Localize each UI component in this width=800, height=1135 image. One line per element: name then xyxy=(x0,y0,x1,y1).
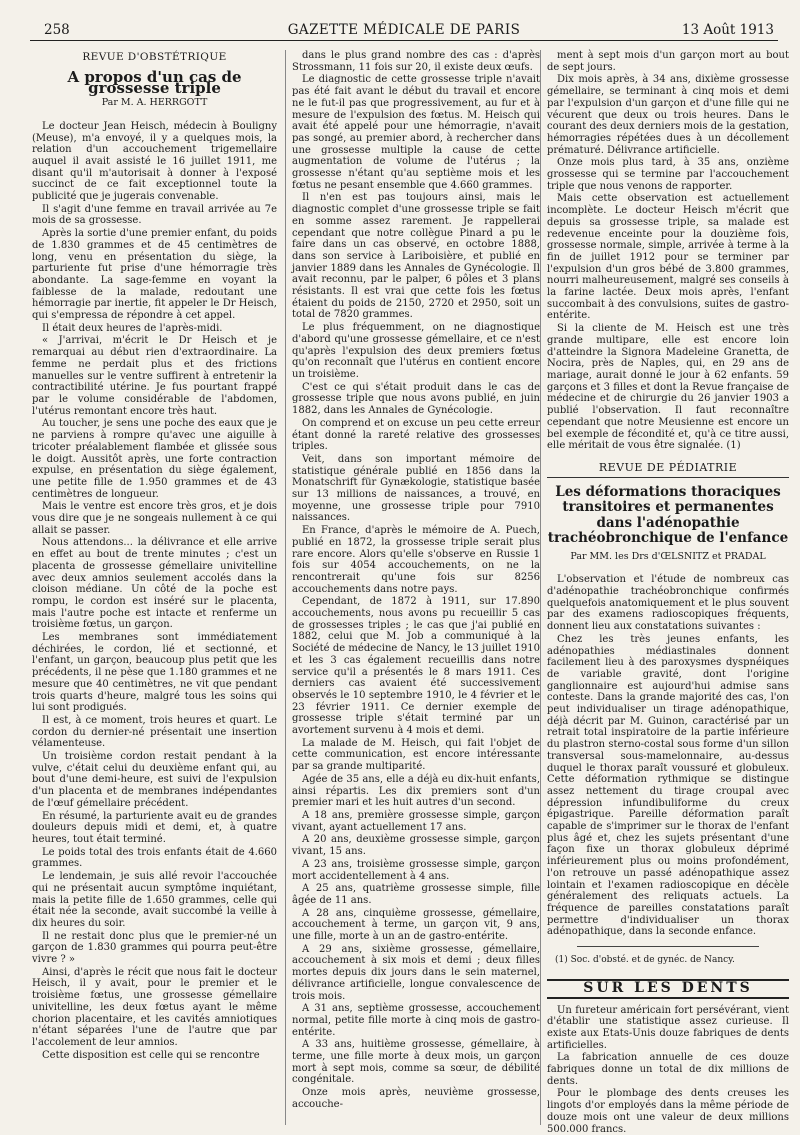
paragraph: Mais le ventre est encore très gros, et je dois vous dire que je ne songeais nullement à ce qui allait se passer. xyxy=(32,501,277,536)
paragraph: Onze mois après, neuvième grossesse, accouche- xyxy=(292,1087,540,1110)
paragraph: A 29 ans, sixième grossesse, gémellaire, accouchement à six mois et demi ; deux filles mortes depuis dix jours dans le sein maternel, délivrance artificielle, longue convalescence de trois mois. xyxy=(292,943,540,1002)
issue-date: 13 Août 1913 xyxy=(681,22,774,38)
paragraph: Chez les très jeunes enfants, les adénopathies médiastinales donnent facilement lieu à des paroxysmes dyspnéiques de variable gravité, dont l'origine ganglionnaire est aujourd'hui admise sans conteste. Dans la grande majorité des cas, l'on peut individualiser un tirage adénopathique, déjà décrit par M. Guinon, caractérisé par un retrait total inspiratoire de la partie inférieure du plastron sterno-costal sous forme d'un sillon transversal sous-mamelonnaire, au-dessus duquel le thorax paraît voussuré et globuleux. Cette déformation rythmique se distingue assez nettement du tirage croupal avec dépression infundibuliforme du creux épigastrique. Pareille déformation paraît capable de s'imprimer sur le thorax de l'enfant plus âgé et, chez les sujets présentant d'une façon fixe un thorax globuleux déprimé inférieurement plus ou moins profondément, l'on retrouve un passé adénopathique assez lointain et l'examen radioscopique en décèle généralement des reliquats actuels. La fréquence de pareilles constatations paraît permettre d'individualiser un thorax adénopathique, dans la seconde enfance. xyxy=(547,633,789,938)
dents-body xyxy=(547,1005,789,1135)
paragraph: Il est, à ce moment, trois heures et quart. Le cordon du dernier-né présentait une insertion vélamenteuse. xyxy=(32,714,277,750)
paragraph: Ainsi, d'après le récit que nous fait le docteur Heisch, il y avait, pour le premier et le troisième fœtus, une grossesse gémellaire univitelline, les deux fœtus ayant le même chorion placentaire, et les cavités amniotiques n'étant séparées l'une de l'autre que par l'accolement de leur amnios. xyxy=(32,966,277,1048)
article-body xyxy=(32,121,277,1062)
paragraph: Cependant, de 1872 à 1911, sur 17.890 accouchements, nous avons pu recueillir 5 cas de grossesses triples ; le cas que j'ai publié en 1882, celui que M. Job a communiqué à la Société de médecine de Nancy, le 13 juillet 1910 et les 3 cas également recueillis dans notre service qu'il a présentés le 8 mars 1911. Ces derniers cas avaient été successivement observés le 10 septembre 1910, le 4 février et le 23 février 1911. Ce dernier exemple de grossesse triple s'était terminé par un avortement survenu à 4 mois et demi. xyxy=(292,596,540,737)
paragraph: A 33 ans, huitième grossesse, gémellaire, à terme, une fille morte à deux mois, un garçon mort à sept mois, comme sa sœur, de débilité congénitale. xyxy=(292,1039,540,1086)
page-header xyxy=(30,18,778,41)
paragraph: Le poids total des trois enfants était de 4.660 grammes. xyxy=(32,846,277,870)
paragraph: « J'arrivai, m'écrit le Dr Heisch et je remarquai au début rien d'extraordinaire. La femme ne perdait plus et des frictions manuelles sur le ventre suffirent à entretenir la contractibilité utérine. Je fus pourtant frappé par le volume considérable de l'abdomen, l'utérus remontant encore très haut. xyxy=(32,335,277,417)
paragraph: Le lendemain, je suis allé revoir l'accouchée qui ne présentait aucun symptôme inquiétant, mais la petite fille de 1.650 grammes, celle qui était née la seconde, avait succombé la veille à dix heures du soir. xyxy=(32,871,277,929)
paragraph: La fabrication annuelle de ces douze fabriques donne un total de dix millions de dents. xyxy=(547,1052,789,1087)
paragraph: Si la cliente de M. Heisch est une très grande multipare, elle est encore loin d'atteindre la Signora Madeleine Granetta, de Nocira, près de Naples, qui, en 29 ans de mariage, aurait donné le jour à 62 enfants. 59 garçons et 3 filles et dont la Revue française de médecine et de chirurgie du 26 janvier 1903 a publié l'observation. Il faut reconnaître cependant que notre Meusienne est encore un bel exemple de fécondité et, qu'à ce titre aussi, elle méritait de vous être signalée. (1) xyxy=(547,323,789,452)
paragraph: Agée de 35 ans, elle a déjà eu dix-huit enfants, ainsi répartis. Les dix premiers sont d'un premier mari et les huit autres d'un second. xyxy=(292,773,540,809)
column-2 xyxy=(285,50,540,1125)
paragraph: Un fureteur américain fort persévérant, vient d'établir une statistique assez curieuse. Il existe aux Etats-Unis douze fabriques de dents artificielles. xyxy=(547,1004,789,1051)
paragraph: Il était deux heures de l'après-midi. xyxy=(42,322,223,334)
paragraph: En résumé, la parturiente avait eu de grandes douleurs depuis midi et demi, et, à quatre heures, tout était terminé. xyxy=(32,810,277,845)
article-body-continued xyxy=(292,50,540,1111)
paragraph: Onze mois plus tard, à 35 ans, onzième grossesse qui se termine par l'accouchement triple que nous venons de rapporter. xyxy=(547,157,789,192)
paragraph: Les membranes sont immédiatement déchirées, le cordon, lié et sectionné, et l'enfant, un garçon, beaucoup plus petit que les précédents, il ne pèse que 1.180 grammes et ne mesure que 40 centimètres, ne vit que pendant trois quarts d'heure, malgré tous les soins qui lui sont prodigués. xyxy=(32,632,277,714)
pediatrie-body xyxy=(547,574,789,938)
footnote-rule xyxy=(577,946,759,947)
paragraph: A 20 ans, deuxième grossesse simple, garçon vivant, 15 ans. xyxy=(292,834,540,858)
section-heading-obstetrique: REVUE D'OBSTÉTRIQUE xyxy=(82,51,227,63)
paragraph: A 25 ans, quatrième grossesse simple, fille âgée de 11 ans. xyxy=(292,883,540,906)
paragraph: Cette disposition est celle qui se rencontre xyxy=(42,1049,260,1061)
paragraph: Un troisième cordon restait pendant à la vulve, c'était celui du deuxième enfant qui, au bout d'une demi-heure, est suivi de l'expulsion d'un placenta et de membranes indépendantes de l'œuf gémellaire précédent. xyxy=(32,751,277,809)
paragraph: Au toucher, je sens une poche des eaux que je ne parviens à rompre qu'avec une aiguille à tricoter préalablement flambée et glissée sous le doigt. Aussitôt après, une forte contraction expulse, en présentation du siège également, une petite fille de 1.950 grammes et de 43 centimètres de longueur. xyxy=(32,418,277,500)
paragraph: A 23 ans, troisième grossesse simple, garçon mort accidentellement à 4 ans. xyxy=(292,858,540,882)
paragraph: Il n'en est pas toujours ainsi, mais le diagnostic complet d'une grossesse triple se fait en somme assez rarement. Je rappellerai cependant que notre collègue Pinard a pu le faire dans un cas observé, en octobre 1888, dans son service à Lariboisière, et publié en janvier 1889 dans les Annales de Gynécologie. Il avait reconnu, par le palper, 6 pôles et 3 plans résistants. Il est vrai que cette fois les fœtus étaient du poids de 2150, 2720 et 2950, soit un total de 7820 grammes. xyxy=(292,192,540,321)
paragraph: ment à sept mois d'un garçon mort au bout de sept jours. xyxy=(547,50,789,73)
journal-title: GAZETTE MÉDICALE DE PARIS xyxy=(287,22,521,38)
paragraph: Mais cette observation est actuellement incomplète. Le docteur Heisch m'écrit que depuis sa grossesse triple, sa malade est redevenue enceinte pour la douzième fois, grossesse normale, simple, arrivée à terme à la fin de juillet 1912 pour se terminer par l'expulsion d'un gros bébé de 3.800 grammes, nourri malheureusement, malgré ses conseils à la farine lactée. Deux mois après, l'enfant succombait à des convulsions, suites de gastro-entérite. xyxy=(547,193,789,322)
paragraph: En France, d'après le mémoire de A. Puech, publié en 1872, la grossesse triple serait plus rare encore. Alors qu'elle s'observe en Russie 1 fois sur 4054 accouchements, on ne la rencontrerait qu'une fois sur 8256 accouchements dans notre pays. xyxy=(292,525,540,595)
section-heading-pediatrie: REVUE DE PÉDIATRIE xyxy=(547,462,789,478)
paragraph: La malade de M. Heisch, qui fait l'objet de cette communication, est encore intéressante par sa grande multiparité. xyxy=(292,737,540,773)
paragraph: Après la sortie d'une premier enfant, du poids de 1.830 grammes et de 45 centimètres de long, venu en présentation du siège, la parturiente fut prise d'une hémorragie très abondante. La sage-femme en voyant la faiblesse de la malade, redoutant une hémorragie par inertie, fit appeler le Dr Heisch, qui s'empressa de répondre à cet appel. xyxy=(32,228,277,322)
column-3 xyxy=(540,50,789,1135)
paragraph: Le diagnostic de cette grossesse triple n'avait pas été fait avant le début du travail et encore ne le fut-il pas que progressivement, au fur et à mesure de l'expulsion des fœtus. M. Heisch qui avait été appelé pour une hémorragie, n'avait pas songé, au premier abord, à rechercher dans une grossesse multiple la cause de cette augmentation de volume de l'utérus ; la grossesse n'étant qu'au septième mois et les fœtus ne pesant ensemble que 4.660 grammes. xyxy=(292,74,540,191)
paragraph: Le plus fréquemment, on ne diagnostique d'abord qu'une grossesse gémellaire, et ce n'est qu'après l'expulsion des deux premiers fœtus qu'on reconnaît que l'utérus en contient encore un troisième. xyxy=(292,322,540,380)
section-heading-dents: SUR LES DENTS xyxy=(547,979,789,999)
paragraph: A 28 ans, cinquième grossesse, gémellaire, accouchement à terme, un garçon vit, 9 ans, une fille, morte à un an de gastro-entérite. xyxy=(292,907,540,943)
paragraph: dans le plus grand nombre des cas : d'après Strossmann, 11 fois sur 20, il existe deux œufs. xyxy=(292,50,540,73)
paragraph: On comprend et on excuse un peu cette erreur étant donné la rareté relative des grossesses triples. xyxy=(292,417,540,453)
paragraph: Il ne restait donc plus que le premier-né un garçon de 1.830 grammes qui pourra peut-être vivre ? » xyxy=(32,930,277,966)
paragraph: A 18 ans, première grossesse simple, garçon vivant, ayant actuellement 17 ans. xyxy=(292,810,540,833)
paragraph: Dix mois après, à 34 ans, dixième grossesse gémellaire, se terminant à cinq mois et demi par l'expulsion d'un garçon et d'une fille qui ne vécurent que deux ou trois heures. Dans le courant des deux derniers mois de la gestation, hémorragies répétées dues à un décollement prématuré. Délivrance artificielle. xyxy=(547,74,789,156)
article-byline: Par M. A. HERRGOTT xyxy=(101,97,208,109)
paragraph: L'observation et l'étude de nombreux cas d'adénopathie trachéobronchique confirmés quelquefois anatomiquement et le plus souvent par des examens radioscopiques fréquents, donnent lieu aux constatations suivantes : xyxy=(547,574,789,633)
paragraph: C'est ce qui s'était produit dans le cas de grossesse triple que nous avons publié, en juin 1882, dans les Annales de Gynécologie. xyxy=(292,381,540,417)
article-body-end xyxy=(547,50,789,452)
paragraph: Il s'agit d'une femme en travail arrivée au 7e mois de sa grossesse. xyxy=(32,203,277,227)
article-byline-pediatrie: Par MM. les Drs d'ŒLSNITZ et PRADAL xyxy=(570,550,766,562)
paragraph: Veit, dans son important mémoire de statistique générale publié en 1856 dans la Monatschrift für Gynækologie, statistique basée sur 13 millions de naissances, a trouvé, en moyenne, une grossesse triple pour 7910 naissances. xyxy=(292,453,540,524)
paragraph: Pour le plombage des dents creuses les lingots d'or employés dans la même période de douze mois ont une valeur de deux millions 500.000 francs. xyxy=(547,1088,789,1135)
article-title-grossesse-triple: A propos d'un cas de grossesse triple xyxy=(67,67,242,98)
article-title-deformations: Les déformations thoraciques transitoires et permanentes dans l'adénopathie trachéobronchique de l'enfance xyxy=(547,483,789,547)
paragraph: Nous attendons... la délivrance et elle arrive en effet au bout de trente minutes ; c'est un placenta de grossesse gémellaire univitelline avec deux amnios seulement accolés dans la cloison médiane. Un côté de la poche est rompu, le cordon est inséré sur le placenta, mais l'autre poche est intacte et renferme un troisième fœtus, un garçon. xyxy=(32,537,277,631)
paragraph: Le docteur Jean Heisch, médecin à Bouligny (Meuse), m'a envoyé, il y a quelques mois, la relation d'un accouchement trigemellaire auquel il avait assisté le 16 juillet 1911, me disant qu'il m'autorisait à donner à l'exposé succinct de ce fait exceptionnel toute la publicité que je jugerais convenable. xyxy=(32,120,277,203)
page-number: 258 xyxy=(44,22,70,38)
footnote: (1) Soc. d'obsté. et de gynéc. de Nancy. xyxy=(555,955,735,966)
paragraph: A 31 ans, septième grossesse, accouchement normal, petite fille morte à cinq mois de gastro-entérite. xyxy=(292,1003,540,1038)
column-1 xyxy=(32,50,277,1125)
